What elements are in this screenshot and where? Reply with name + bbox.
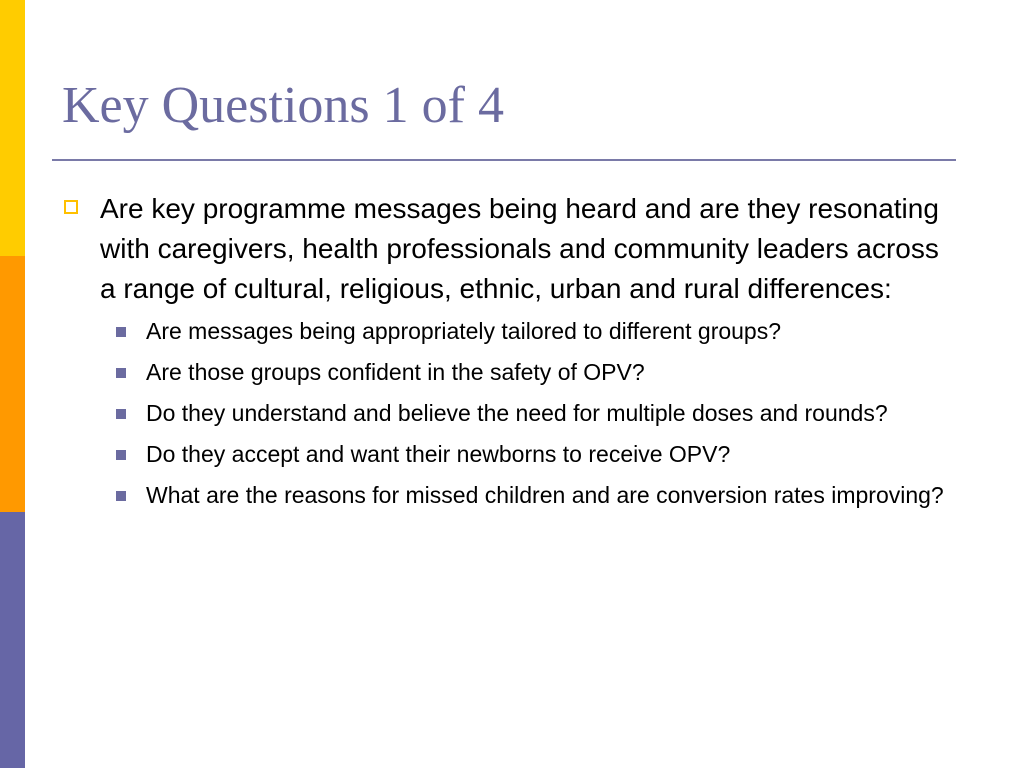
filled-square-bullet-icon [116,368,126,378]
filled-square-bullet-icon [116,491,126,501]
side-bar-orange-segment [0,256,25,512]
filled-square-bullet-icon [116,409,126,419]
title-underline-rule [52,159,956,161]
slide-title: Key Questions 1 of 4 [62,77,504,134]
side-bar-purple-segment [0,512,25,768]
sub-bullet-item [62,355,962,389]
filled-square-bullet-icon [116,450,126,460]
sub-bullet-text: What are the reasons for missed children and are conversion rates improving? [146,482,944,508]
sub-bullet-text: Are messages being appropriately tailored to different groups? [146,318,782,344]
sub-bullet-item [62,396,962,430]
main-bullet-text: Are key programme messages being heard and are they resonating with caregivers, health professionals and community leaders across a range of cultural, religious, ethnic, urban and rural differences: [100,193,939,304]
sub-bullet-item [62,437,962,471]
main-bullet-point [62,189,962,309]
sub-bullet-text: Are those groups confident in the safety of OPV? [146,359,645,385]
side-color-bar [0,0,25,768]
slide-content [62,189,962,519]
filled-square-bullet-icon [116,327,126,337]
hollow-square-bullet-icon [64,200,78,214]
sub-bullet-text: Do they accept and want their newborns to receive OPV? [146,441,731,467]
sub-bullet-text: Do they understand and believe the need for multiple doses and rounds? [146,400,888,426]
sub-bullet-item [62,314,962,348]
sub-bullet-list [62,314,962,512]
side-bar-yellow-segment [0,0,25,256]
sub-bullet-item [62,478,962,512]
